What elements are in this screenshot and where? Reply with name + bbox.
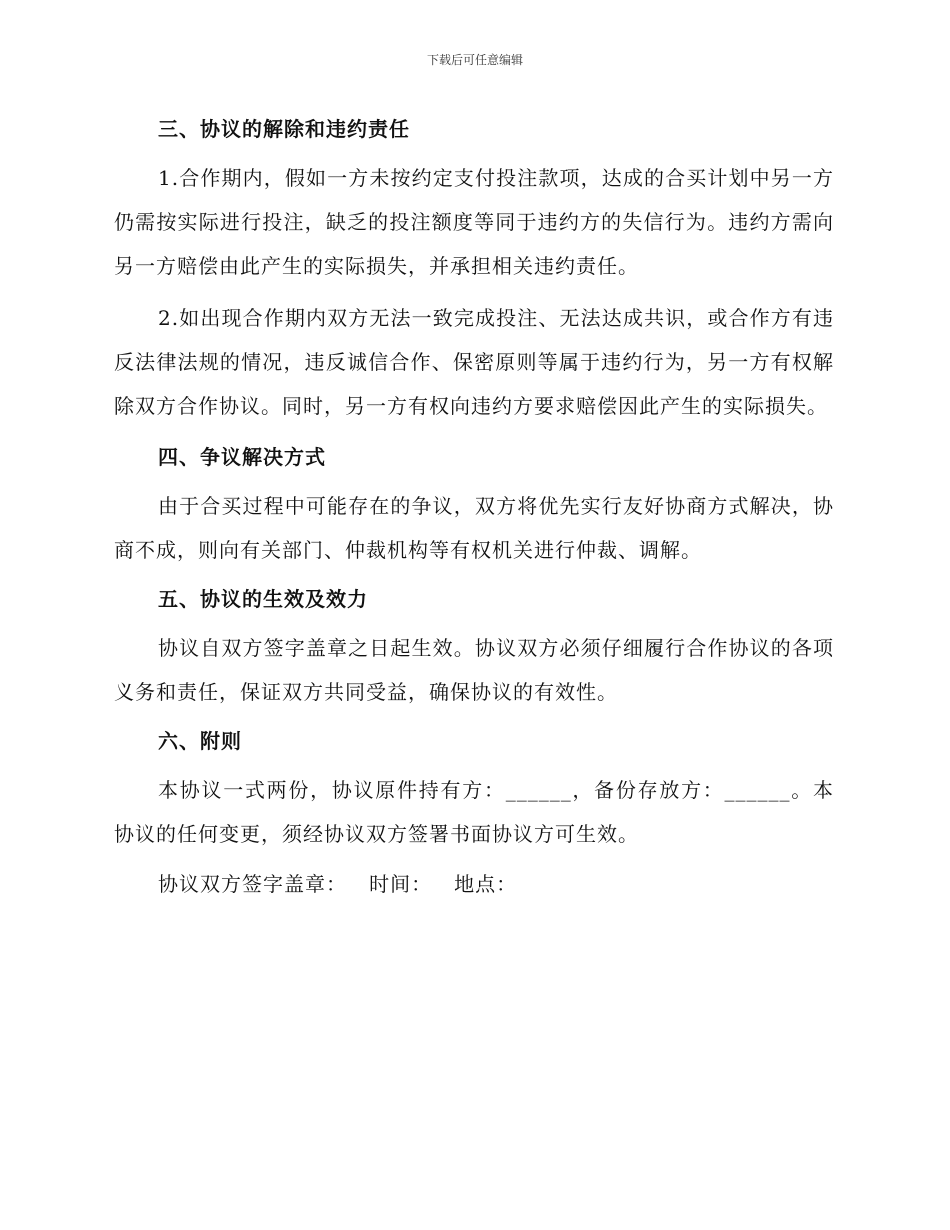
paragraph-breach-payment: 1.合作期内，假如一方未按约定支付投注款项，达成的合买计划中另一方仍需按实际进行投注，缺乏的投注额度等同于违约方的失信行为。违约方需向另一方赔偿由此产生的实际损失，并承担相关违约责任。 <box>114 166 834 278</box>
paragraph-breach-termination: 2.如出现合作期内双方无法一致完成投注、无法达成共识，或合作方有违反法律法规的情况，违反诚信合作、保密原则等属于违约行为，另一方有权解除双方合作协议。同时，另一方有权向违约方要求赔偿因此产生的实际损失。 <box>114 306 834 418</box>
section-heading-effectiveness: 五、协议的生效及效力 <box>158 587 368 611</box>
document-body <box>114 108 834 906</box>
page-header-note: 下载后可任意编辑 <box>426 53 523 67</box>
paragraph-copies: 本协议一式两份，协议原件持有方：______，备份存放方：______。本协议的任何变更，须经协议双方签署书面协议方可生效。 <box>114 778 834 846</box>
section-heading-supplementary: 六、附则 <box>158 729 242 753</box>
paragraph-dispute-resolution: 由于合买过程中可能存在的争议，双方将优先实行友好协商方式解决，协商不成，则向有关部门、仲裁机构等有权机关进行仲裁、调解。 <box>114 494 834 562</box>
paragraph-effectiveness: 协议自双方签字盖章之日起生效。协议双方必须仔细履行合作协议的各项义务和责任，保证双方共同受益，确保协议的有效性。 <box>114 636 834 704</box>
signature-line: 协议双方签字盖章： 时间： 地点： <box>158 872 518 896</box>
section-heading-termination: 三、协议的解除和违约责任 <box>158 117 410 141</box>
section-heading-dispute: 四、争议解决方式 <box>158 445 326 469</box>
